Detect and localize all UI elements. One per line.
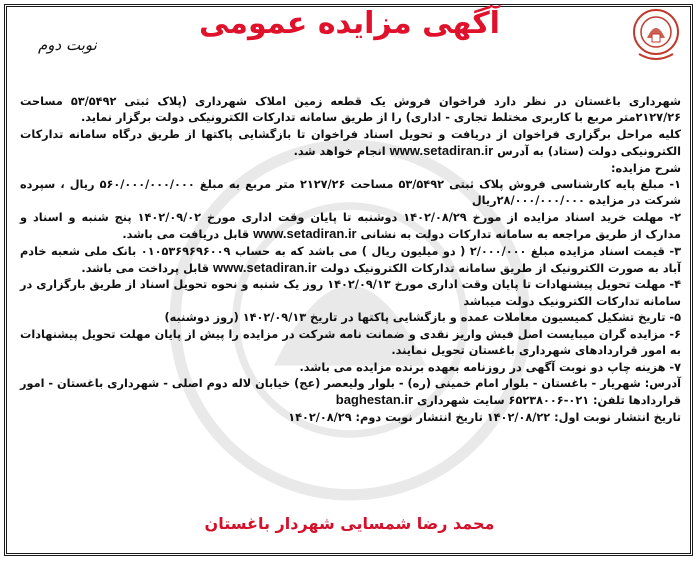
publication-round: نوبت دوم <box>38 36 97 54</box>
seta-link[interactable]: www.setadiran.ir <box>253 226 357 242</box>
condition-item-7: ۷- هزینه چاپ دو نوبت آگهی در روزنامه بعهده برنده مزایده می باشد. <box>299 360 681 374</box>
condition-item-6: ۶- مزایده گران میبایست اصل فیش واریز نقدی و ضمانت نامه شرکت در مزایده را پیش از پایان مهلت تحویل پیشنهادات به امور قراردادهای شهرداری باغستان تحویل نمایند. <box>20 327 681 358</box>
mayor-signature: محمد رضا شمسایی شهردار باغستان <box>204 514 495 533</box>
item2-text-end: قابل دریافت می باشد. <box>122 228 254 242</box>
condition-item-1: ۱- مبلغ پایه کارشناسی فروش پلاک ثبتی ۵۳/۵۴۹۲ مساحت ۲۱۲۷/۲۶ متر مربع به مبلغ ۵۶۰/۰۰۰/۰۰۰/۰۰۰ ریال ، سپرده شرکت در مزایده ۲۸/۰۰۰/۰۰۰/۰۰۰ریال <box>20 178 681 208</box>
publication-dates: تاریخ انتشار نوبت اول: ۱۴۰۲/۰۸/۲۲ تاریخ انتشار نوبت دوم: ۱۴۰۲/۰۸/۲۹ <box>288 410 681 424</box>
condition-item-3 <box>20 244 681 278</box>
item2-text: ۲- مهلت خرید اسناد مزایده از مورخ ۱۴۰۲/۰۸/۲۹ دوشنبه تا پایان وقت اداری مورخ ۱۴۰۲/۰۹/۰۲ پنج شنبه و اسناد و مدارک از طریق مراجعه به سامانه تدارکات دولت به نشانی <box>20 210 681 242</box>
intro-paragraph: شهرداری باغستان در نظر دارد فراخوان فروش یک قطعه زمین املاک شهرداری (پلاک ثبتی ۵۳/۵۴۹۲ مساحت ۲۱۲۷/۲۶متر مربع با کاربری مختلط تجاری - اداری) را از طریق سامانه تدارکات الکترونیکی دولت برگزار نماید. <box>20 95 682 125</box>
item3-text-end: قابل پرداخت می باشد. <box>81 262 213 276</box>
condition-item-4: ۴- مهلت تحویل پیشنهادات تا پایان وقت اداری مورخ ۱۴۰۲/۰۹/۱۳ روز یک شنبه و نحوه تحویل اسناد از طریق بارگزاری در سامانه تدارکات الکترونیک دولت میباشد <box>20 278 681 308</box>
stages-text-end: انجام خواهد شد. <box>293 145 390 159</box>
item3-text: ۳- قیمت اسناد مزایده مبلغ ۲/۰۰۰/۰۰۰ ( دو میلیون ریال ) می باشد که به حساب ۰۱۰۵۳۶۹۶۹۶۰۰۹ بانک ملی شعبه خادم آباد به صورت الکترونیک از طریق سامانه تدارکات الکترونیک دولت <box>20 244 682 276</box>
stages-text: کلیه مراحل برگزاری فراخوان از دریافت و تحویل اسناد فراخوان تا بازگشایی پاکتها از طریق درگاه سامانه تدارکات الکترونیکی دولت (ستاد) به آدرس <box>20 127 681 159</box>
condition-item-5: ۵- تاریخ تشکیل کمیسیون معاملات عمده و بازگشایی پاکتها در تاریخ ۱۴۰۲/۰۹/۱۳ (روز دوشنبه) <box>164 311 681 325</box>
condition-item-2 <box>20 210 681 244</box>
conditions-title: شرح مزایده: <box>610 161 681 175</box>
notice-title: آگهی مزایده عمومی <box>199 6 500 41</box>
address-line <box>20 376 681 410</box>
seta-link[interactable]: www.setadiran.ir <box>213 260 317 276</box>
seta-link[interactable]: www.setadiran.ir <box>389 143 494 159</box>
notice-body <box>20 94 681 426</box>
stages-paragraph <box>20 127 681 161</box>
address-text: آدرس: شهریار - باغستان - بلوار امام خمینی (ره) - بلوار ولیعصر (عج) خیابان لاله دوم اصلی - شهرداری باغستان - امور قراردادها تلفن: ۰۲۱-۶۵۲۳۸۰۰۶ سایت شهرداری <box>20 376 681 408</box>
municipality-site-link[interactable]: baghestan.ir <box>335 392 414 408</box>
